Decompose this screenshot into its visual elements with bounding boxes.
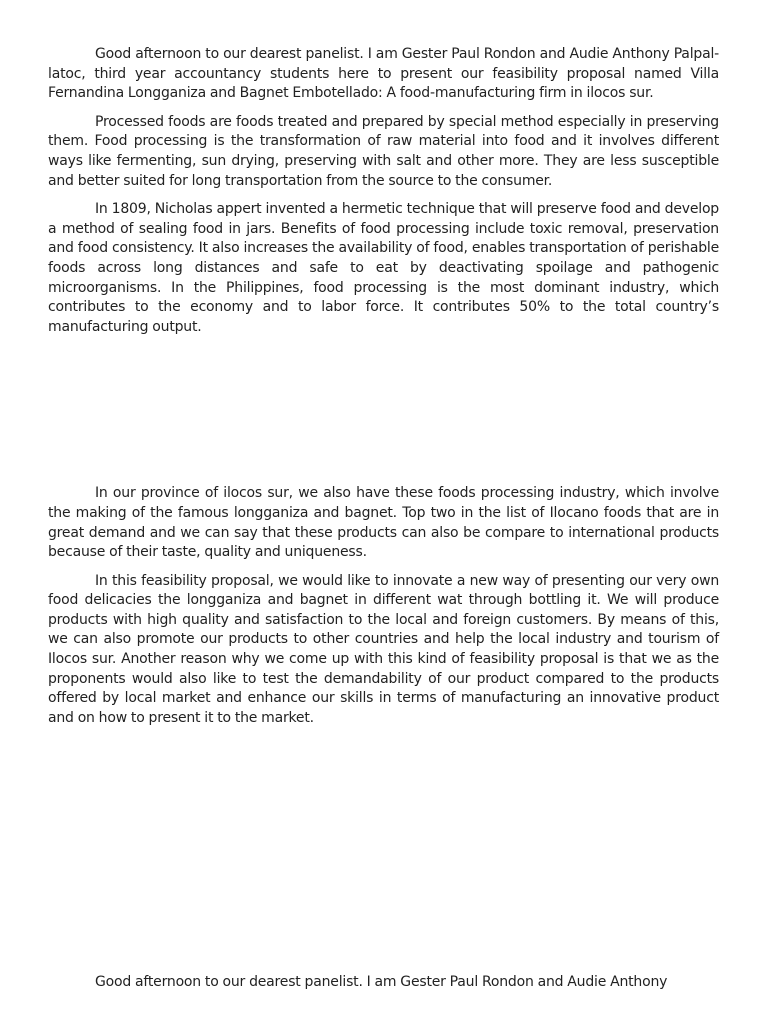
paragraph-feasibility: In this feasibility proposal, we would like to innovate a new way of presenting our very own food delicacies the longganiza and bagnet in different wat through bottling it. We will produce products with high quality and satisfaction to the local and foreign customers. By means of this, we can also promote our products to other countries and help the local industry and tourism of Ilocos sur. Another reason why we come up with this kind of feasibility proposal is that we as the proponents would also like to test the demandability of our product compared to the products offered by local market and enhance our skills in terms of manufacturing an innovative product and on how to present it to the market. — [48, 572, 719, 726]
paragraph-processed-foods: Processed foods are foods treated and prepared by special method especially in preserving them. Food processing is the transformation of raw material into food and it involves different ways like fermenting, sun drying, preserving with salt and other more. They are less susceptible and better suited for long transportation from the source to the consumer. — [48, 113, 719, 189]
paragraph-introduction: Good afternoon to our dearest panelist. I am Gester Paul Rondon and Audie Anthony Palpal-latoc, third year accountancy students here to present our feasibility proposal named Villa Fernandina Longganiza and Bagnet Embotellado: A food-manufacturing firm in ilocos sur. — [48, 46, 719, 102]
page-spacer — [48, 737, 719, 973]
paragraph-repeated-introduction: Good afternoon to our dearest panelist. I am Gester Paul Rondon and Audie Anthony — [95, 974, 668, 991]
page-spacer — [48, 346, 719, 484]
paragraph-ilocos-sur: In our province of ilocos sur, we also have these foods processing industry, which involve the making of the famous longganiza and bagnet. Top two in the list of Ilocano foods that are in great demand and we can say that these products can also be compare to international products because of their taste, quality and uniqueness. — [48, 485, 719, 561]
paragraph-history: In 1809, Nicholas appert invented a hermetic technique that will preserve food and develop a method of sealing food in jars. Benefits of food processing include toxic removal, preservation and food consistency. It also increases the availability of food, enables transportation of perishable foods across long distances and safe to eat by deactivating spoilage and pathogenic microorganisms. In the Philippines, food processing is the most dominant industry, which contributes to the economy and to labor force. It contributes 50% to the total country’s manufacturing output. — [48, 201, 719, 335]
document-page — [48, 45, 719, 995]
